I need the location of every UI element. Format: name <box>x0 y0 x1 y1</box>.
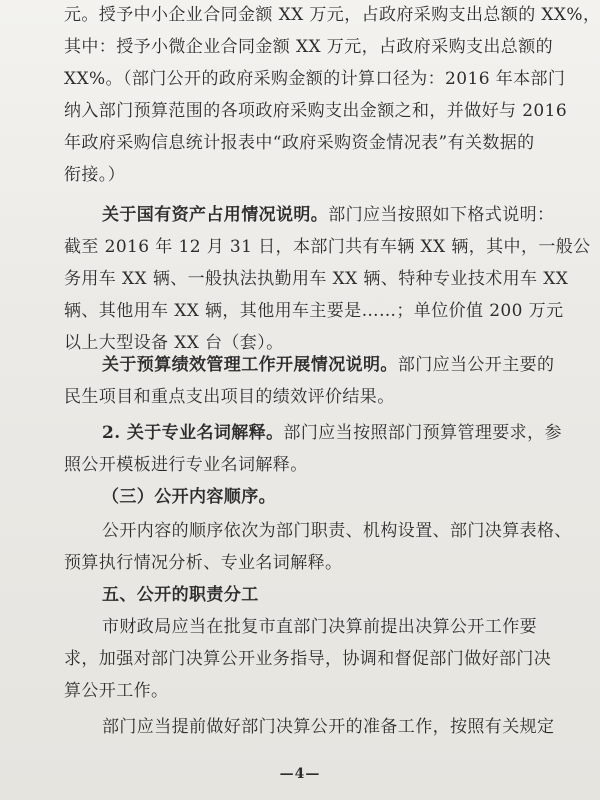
text-line: 务用车 XX 辆、一般执法执勤用车 XX 辆、特种专业技术用车 XX <box>64 269 569 289</box>
text-line: 预算执行情况分析、专业名词解释。 <box>64 553 343 573</box>
terms-paragraph-first-line <box>102 420 562 446</box>
page-number: —4— <box>279 766 321 782</box>
assets-paragraph-first-line <box>102 202 555 228</box>
text-line: 部门应当提前做好部门决算公开的准备工作，按照有关规定 <box>102 717 555 737</box>
text-line: 以上大型设备 XX 台（套）。 <box>64 333 284 353</box>
terms-heading: 2. 关于专业名词解释。 <box>102 423 284 443</box>
text-line: 算公开工作。 <box>64 681 169 701</box>
assets-first-line-text: 部门应当按照如下格式说明： <box>328 205 555 225</box>
text-line: 衔接。） <box>64 165 126 185</box>
duties-heading: 五、公开的职责分工 <box>102 585 259 605</box>
order-heading: （三）公开内容顺序。 <box>102 487 276 507</box>
text-line: 元。授予中小企业合同金额 XX 万元，占政府采购支出总额的 XX%， <box>64 5 600 25</box>
text-line: 纳入部门预算范围的各项政府采购支出金额之和，并做好与 2016 <box>64 101 568 121</box>
text-line: 其中：授予小微企业合同金额 XX 万元，占政府采购支出总额的 <box>64 37 554 57</box>
performance-heading: 关于预算绩效管理工作开展情况说明。 <box>102 355 398 375</box>
text-line: 辆、其他用车 XX 辆，其他用车主要是……；单位价值 200 万元 <box>64 301 564 321</box>
assets-heading: 关于国有资产占用情况说明。 <box>102 205 329 225</box>
text-line: 公开内容的顺序依次为部门职责、机构设置、部门决算表格、 <box>102 521 572 541</box>
text-line: 民生项目和重点支出项目的绩效评价结果。 <box>64 387 395 407</box>
text-line: 截至 2016 年 12 月 31 日，本部门共有车辆 XX 辆，其中，一般公 <box>64 237 591 257</box>
text-line: 市财政局应当在批复市直部门决算前提出决算公开工作要 <box>102 617 537 637</box>
performance-paragraph-first-line <box>102 352 555 378</box>
text-line: XX%。（部门公开的政府采购金额的计算口径为：2016 年本部门 <box>64 69 566 89</box>
performance-first-line-text: 部门应当公开主要的 <box>397 355 555 375</box>
text-line: 求，加强对部门决算公开业务指导，协调和督促部门做好部门决 <box>64 649 552 669</box>
text-line: 年政府采购信息统计报表中“政府采购资金情况表”有关数据的 <box>64 133 535 153</box>
text-line: 照公开模板进行专业名词解释。 <box>64 455 308 475</box>
terms-first-line-text: 部门应当按照部门预算管理要求，参 <box>283 423 562 443</box>
